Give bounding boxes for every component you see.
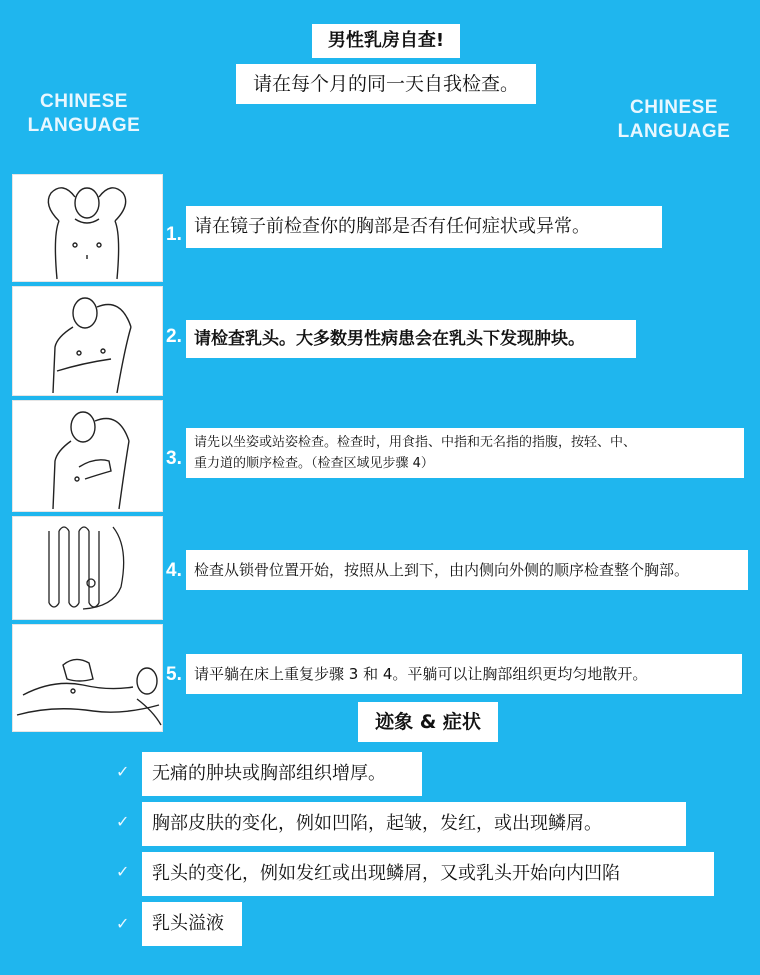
- lying-down-exam-illustration: [13, 625, 162, 731]
- step-number-4: 4.: [166, 560, 182, 581]
- check-icon: ✓: [116, 862, 130, 881]
- page-title: 男性乳房自查!: [327, 30, 445, 51]
- subtitle-box: [236, 64, 536, 104]
- step-3-text: [186, 428, 744, 478]
- title-box: [312, 24, 460, 58]
- side-label-right: CHINESE LANGUAGE: [617, 97, 731, 142]
- symptom-item-3: 乳头的变化，例如发红或出现鳞屑，又或乳头开始向内凹陷: [142, 852, 714, 896]
- illustration-step-1: [12, 174, 163, 282]
- illustration-step-3: [12, 400, 163, 512]
- check-icon: ✓: [116, 812, 130, 831]
- check-icon: ✓: [116, 914, 130, 933]
- symptom-item-1: 无痛的肿块或胸部组织增厚。: [142, 752, 422, 796]
- finger-pad-exam-illustration: [13, 401, 162, 511]
- step-3-line-2: 重力道的顺序检查。（检查区域见步骤 4）: [194, 456, 434, 471]
- symptom-item-2: 胸部皮肤的变化，例如凹陷，起皱，发红，或出现鳞屑。: [142, 802, 686, 846]
- step-2-text: 请检查乳头。大多数男性病患会在乳头下发现肿块。: [186, 320, 636, 358]
- step-5-text: 请平躺在床上重复步骤 3 和 4。平躺可以让胸部组织更均匀地散开。: [186, 654, 742, 694]
- step-3-line-1: 请先以坐姿或站姿检查。检查时，用食指、中指和无名指的指腹，按轻、中、: [194, 435, 637, 450]
- check-icon: ✓: [116, 762, 130, 781]
- signs-heading-box: [358, 702, 498, 742]
- nipple-check-illustration: [13, 287, 162, 395]
- step-4-text: 检查从锁骨位置开始，按照从上到下，由内侧向外侧的顺序检查整个胸部。: [186, 550, 748, 590]
- step-number-5: 5.: [166, 664, 182, 685]
- side-label-left: CHINESE LANGUAGE: [27, 91, 141, 136]
- vertical-strip-pattern-illustration: [13, 517, 162, 619]
- step-number-2: 2.: [166, 326, 182, 347]
- self-exam-mirror-illustration: [13, 175, 162, 281]
- illustration-step-5: [12, 624, 163, 732]
- step-number-1: 1.: [166, 224, 182, 245]
- signs-heading: 迹象 & 症状: [375, 711, 481, 733]
- step-number-3: 3.: [166, 448, 182, 469]
- symptom-item-4: 乳头溢液: [142, 902, 242, 946]
- illustration-step-4: [12, 516, 163, 620]
- step-1-text: 请在镜子前检查你的胸部是否有任何症状或异常。: [186, 206, 662, 248]
- illustration-step-2: [12, 286, 163, 396]
- page-subtitle: 请在每个月的同一天自我检查。: [252, 73, 519, 95]
